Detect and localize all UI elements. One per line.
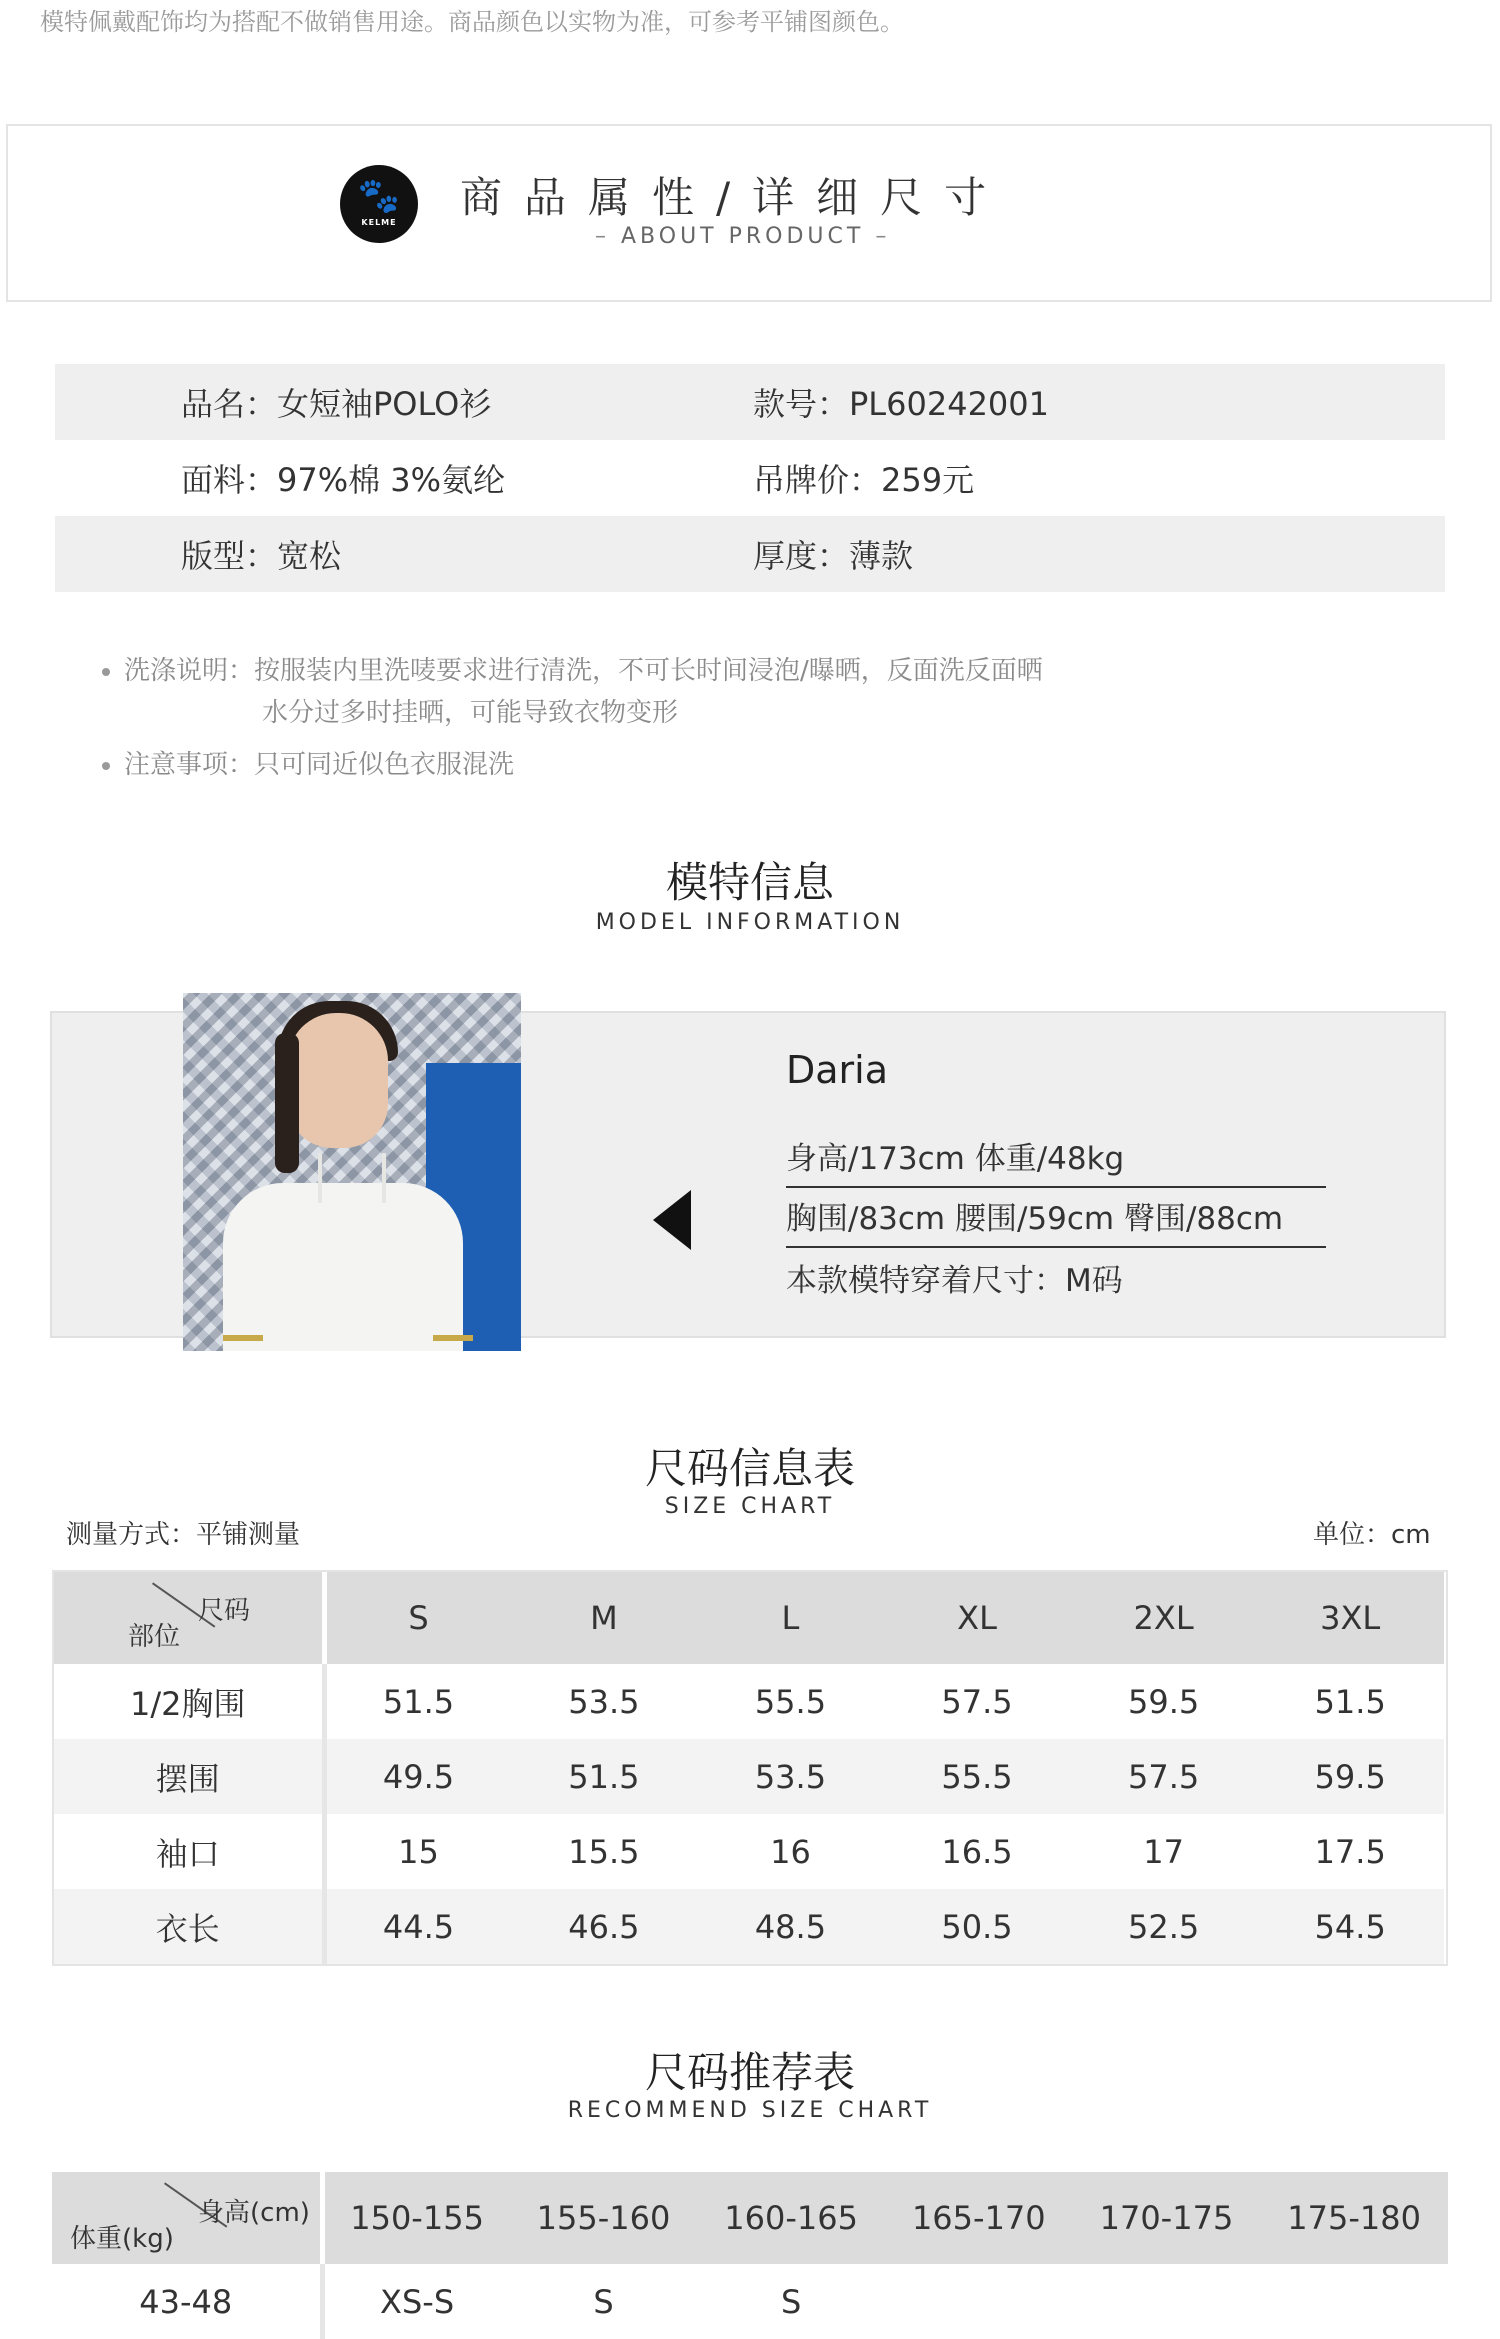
table-cell: 52.5 (1070, 1889, 1257, 1964)
recommend-size-table (52, 2172, 1448, 2339)
row-label: 摆围 (54, 1739, 324, 1814)
recommend-chart-title: 尺码推荐表 (644, 2048, 855, 2097)
size-header-row (54, 1572, 1444, 1664)
about-subtitle-text: ABOUT PRODUCT (621, 224, 865, 249)
model-section-title: 模特信息 (665, 858, 834, 907)
size-chart-table-frame (52, 1570, 1448, 1966)
size-header: 2XL (1070, 1572, 1257, 1664)
table-cell (1073, 2264, 1261, 2339)
corner-weight-label: 体重(kg) (70, 2224, 174, 2254)
table-cell: 51.5 (324, 1664, 511, 1739)
height-header: 175-180 (1260, 2172, 1448, 2264)
size-chart-table (54, 1572, 1446, 1964)
attribute-style-number: 款号：PL60242001 (753, 385, 1050, 423)
wash-instruction: 洗涤说明：按服装内里洗唛要求进行清洗，不可长时间浸泡/曝晒，反面洗反面晒 (124, 656, 1043, 686)
attribute-row (55, 516, 1445, 592)
care-instructions (102, 650, 1043, 786)
table-cell: 59.5 (1257, 1739, 1444, 1814)
table-cell: 16 (697, 1814, 884, 1889)
model-photo (183, 993, 521, 1351)
model-accessory-note: 模特佩戴配饰均为搭配不做销售用途。商品颜色以实物为准，可参考平铺图颜色。 (40, 8, 904, 36)
size-chart-title: 尺码信息表 (644, 1444, 855, 1493)
table-row (54, 1889, 1444, 1964)
attribute-thickness: 厚度：薄款 (753, 537, 914, 575)
height-header: 160-165 (697, 2172, 885, 2264)
recommend-table-frame (52, 2172, 1448, 2339)
row-label: 1/2胸围 (54, 1664, 324, 1739)
table-cell: 17 (1070, 1814, 1257, 1889)
corner-height-label: 身高(cm) (198, 2198, 310, 2228)
bullet-icon (102, 762, 110, 770)
care-notice: 注意事项：只可同近似色衣服混洗 (124, 750, 515, 780)
model-worn-size: 本款模特穿着尺寸：M码 (786, 1263, 1123, 1299)
table-cell: 55.5 (697, 1664, 884, 1739)
row-label: 衣长 (54, 1889, 324, 1964)
model-name: Daria (786, 1048, 889, 1092)
table-cell: 53.5 (697, 1739, 884, 1814)
about-subtitle: – ABOUT PRODUCT – (595, 224, 891, 249)
corner-cell (54, 1572, 324, 1664)
arrow-left-icon (653, 1190, 691, 1250)
table-cell (1260, 2264, 1448, 2339)
table-row (54, 1814, 1444, 1889)
table-cell: 54.5 (1257, 1889, 1444, 1964)
attribute-table (55, 364, 1445, 592)
table-cell: 16.5 (884, 1814, 1071, 1889)
about-title: 商品属性/详细尺寸 (460, 173, 1009, 222)
height-header: 170-175 (1073, 2172, 1261, 2264)
logo-brand-text: KELME (361, 218, 397, 227)
table-cell: S (697, 2264, 885, 2339)
table-cell: 51.5 (1257, 1664, 1444, 1739)
size-chart-subtitle: SIZE CHART (664, 1494, 836, 1519)
table-cell: 57.5 (1070, 1739, 1257, 1814)
table-cell: 46.5 (511, 1889, 698, 1964)
attribute-fit: 版型：宽松 (181, 537, 342, 575)
table-cell: XS-S (322, 2264, 510, 2339)
table-row (54, 1664, 1444, 1739)
attribute-row (55, 364, 1445, 440)
model-section-subtitle: MODEL INFORMATION (595, 910, 905, 935)
height-header: 165-170 (885, 2172, 1073, 2264)
attribute-tag-price: 吊牌价：259元 (753, 461, 975, 499)
table-row (54, 1739, 1444, 1814)
table-cell: 44.5 (324, 1889, 511, 1964)
size-header: S (324, 1572, 511, 1664)
corner-part-label: 部位 (128, 1622, 181, 1652)
height-header: 150-155 (322, 2172, 510, 2264)
size-header: M (511, 1572, 698, 1664)
table-cell: 17.5 (1257, 1814, 1444, 1889)
table-cell: 15.5 (511, 1814, 698, 1889)
bullet-icon (102, 668, 110, 676)
table-cell: 15 (324, 1814, 511, 1889)
table-cell: 48.5 (697, 1889, 884, 1964)
table-cell: 53.5 (511, 1664, 698, 1739)
attribute-row (55, 440, 1445, 516)
size-header: L (697, 1572, 884, 1664)
measurement-method: 测量方式：平铺测量 (66, 1520, 301, 1550)
model-measurements: 胸围/83cm 腰围/59cm 臀围/88cm (786, 1193, 1326, 1248)
height-header: 155-160 (510, 2172, 698, 2264)
row-label: 43-48 (52, 2264, 322, 2339)
table-cell: 55.5 (884, 1739, 1071, 1814)
size-header: XL (884, 1572, 1071, 1664)
table-cell: 59.5 (1070, 1664, 1257, 1739)
measurement-unit: 单位：cm (1313, 1520, 1431, 1550)
table-row (52, 2264, 1448, 2339)
table-cell: 57.5 (884, 1664, 1071, 1739)
kelme-logo (340, 165, 418, 243)
recommend-chart-subtitle: RECOMMEND SIZE CHART (567, 2098, 933, 2123)
table-cell: 49.5 (324, 1739, 511, 1814)
row-label: 袖口 (54, 1814, 324, 1889)
attribute-product-name: 品名：女短袖POLO衫 (181, 385, 492, 423)
size-header: 3XL (1257, 1572, 1444, 1664)
corner-size-label: 尺码 (198, 1596, 251, 1626)
paw-icon: 🐾 (357, 176, 401, 216)
attribute-fabric: 面料：97%棉 3%氨纶 (181, 461, 506, 499)
recommend-header-row (52, 2172, 1448, 2264)
model-height-weight: 身高/173cm 体重/48kg (786, 1133, 1326, 1188)
wash-instruction-continued: 水分过多时挂晒，可能导致衣物变形 (262, 698, 679, 728)
table-cell: 51.5 (511, 1739, 698, 1814)
corner-cell (52, 2172, 322, 2264)
table-cell: 50.5 (884, 1889, 1071, 1964)
table-cell: S (510, 2264, 698, 2339)
table-cell (885, 2264, 1073, 2339)
